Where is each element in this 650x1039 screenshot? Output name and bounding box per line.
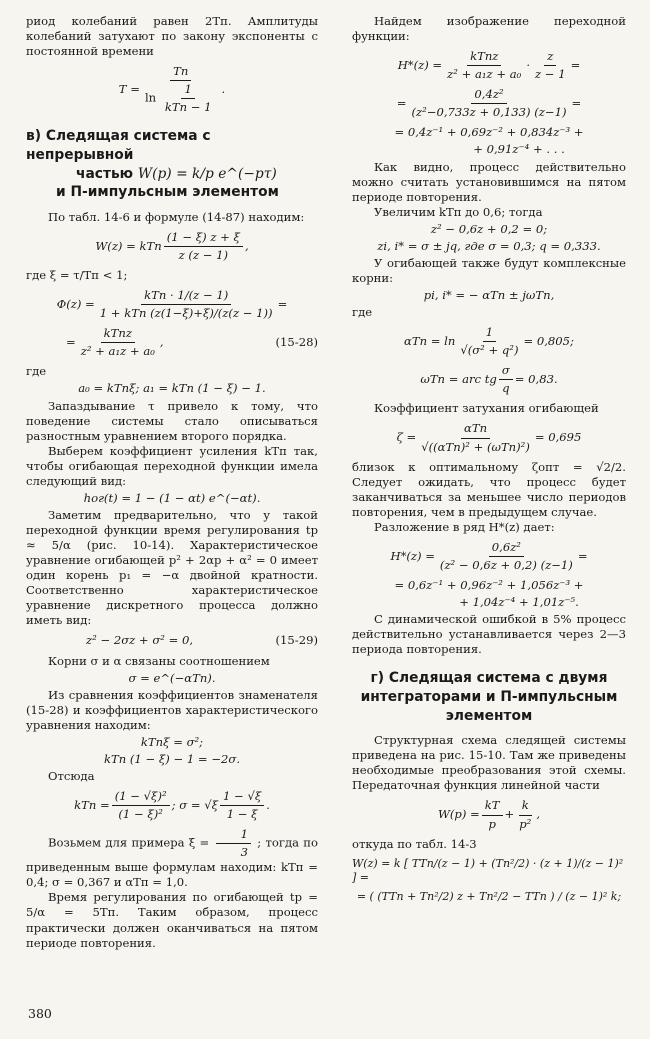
paragraph-roots: Корни σ и α связаны соотношением [48, 653, 270, 668]
equation-Wz1: W(z) = k [ TTп/(z − 1) + (Tп²/2) · (z + 1)/(z − 1)² ] = [352, 856, 624, 884]
paragraph-increase: Увеличим kTп до 0,6; тогда [374, 204, 543, 219]
paragraph-series: Разложение в ряд H*(z) дает: [374, 519, 555, 534]
paragraph-compare: Из сравнения коэффициентов знаменателя (15-28) и коэффициентов характеристического уравнения находим: [26, 687, 318, 732]
equation-Wz: W(z) = kTп $\frac{(1 - \xi) z + \xi}{z (z - 1)}$ , [95, 229, 249, 262]
equation-alpha: αTп = ln $\frac{1}{\text{√(σ² + q²)}}$ = 0,805; [404, 325, 574, 358]
right-column [352, 14, 626, 910]
equation-H4: + 0,91z⁻⁴ + . . . [473, 142, 565, 157]
paragraph-damp: Коэффициент затухания огибающей [374, 401, 599, 416]
paragraph-seen: Как видно, процесс действительно можно считать установившимся на пятом периоде повторения. [352, 159, 626, 204]
where-xi: где ξ = τ/Tп < 1; [26, 268, 128, 283]
equation-q2: zi, i* = σ ± jq, где σ = 0,3; q = 0,333. [377, 238, 601, 253]
where-label: где [26, 364, 47, 379]
paragraph-delay: Запаздывание τ привело к тому, что поведение системы стало описываться разностным уравнением второго порядка. [26, 398, 318, 443]
paragraph-find: Найдем изображение переходной функции: [352, 14, 626, 44]
paragraph-hence: Отсюда [48, 768, 95, 783]
equation-Phi-2: = $\frac{\text{kTпz}}{\text{z² + a₁z + a₀}}$ , (15-28) [66, 326, 318, 359]
paragraph-envelope: У огибающей также будут комплексные корни: [352, 255, 626, 285]
equation-S3: + 1,04z⁻⁴ + 1,01z⁻⁵. [459, 595, 579, 610]
equation-H2: = $\frac{\text{0,4z²}}{\text{(z²−0,733z + 0,133) (z−1)}}$ = [396, 87, 582, 120]
page-number: 380 [28, 1006, 52, 1021]
equation-Phi: Φ(z) = $\frac{\text{kTп · 1/(z − 1)}}{\text{1 + kTп (z(1−ξ)+ξ)/(z(z − 1))}}$ = [56, 288, 288, 321]
equation-Wp: W(p) = $\frac{kT}{p}$ + $\frac{k}{\text{p²}}$ , [437, 798, 541, 831]
equation-omega: ωTп = arc tg $\frac{\sigma}{q}$ = 0,83. [420, 363, 558, 396]
equation-S2: = 0,6z⁻¹ + 0,96z⁻² + 1,056z⁻³ + [394, 578, 584, 592]
equation-Wz2: = ( (TTп + Tп²/2) z + Tп²/2 − TTп ) / (z − 1)² k; [356, 890, 622, 904]
equation-q1: z² − 0,6z + 0,2 = 0; [430, 221, 548, 236]
section-heading-g: г) Следящая система с двумя интеграторами и П-импульсным элементом [360, 670, 618, 724]
paragraph-time: Время регулирования по огибающей tр = 5/α = 5Tп. Таким образом, процесс практически должен оканчиваться на пятом периоде повторения. [26, 890, 318, 950]
equation-H3: = 0,4z⁻¹ + 0,69z⁻² + 0,834z⁻³ + [394, 125, 584, 140]
equation-c2: kTп (1 − ξ) − 1 = −2σ. [103, 751, 241, 766]
equation-sigma: σ = e^(−αTп). [128, 670, 216, 685]
equation-number: (15-29) [275, 633, 318, 648]
paragraph-dyn: С динамической ошибкой в 5% процесс действительно устанавливается через 2—3 периода повторения. [352, 612, 626, 657]
paragraph-example: Возьмем для примера ξ = $\frac{1}{3}$ ; тогда по приведенным выше формулам находим: kTп = 0,4; σ = 0,367 и αTп = 1,0. [26, 827, 319, 890]
equation-a: a₀ = kTпξ; a₁ = kTп (1 − ξ) − 1. [78, 381, 266, 396]
equation-H1: H*(z) = $\frac{\text{kTпz}}{\text{z² + a₁z + a₀}}$ · $\frac{z}{z - 1}$ = [397, 49, 581, 82]
equation-S1: H*(z) = $\frac{\text{0,6z²}}{\text{(z² − 0,6z + 0,2) (z−1)}}$ = [390, 539, 588, 572]
paragraph-table: По табл. 14-6 и формуле (14-87) находим: [48, 209, 305, 224]
paragraph-from: откуда по табл. 14-3 [352, 836, 477, 851]
equation-hog: hог(t) = 1 − (1 − αt) e^(−αt). [83, 490, 261, 505]
where-label: где [352, 305, 373, 320]
section-heading-v: в) Следящая система с непрерывной частью W(p) = k/p e^(−pτ) и П-импульсным элементом [26, 128, 279, 201]
paragraph-choose: Выберем коэффициент усиления kTп так, чтобы огибающая переходной функции имела следующий вид: [26, 443, 318, 488]
left-column [26, 14, 318, 951]
paragraph-struct: Структурная схема следящей системы приведена на рис. 15-10. Там же приведены необходимые преобразования этой схемы. Передаточная функция линейной части [352, 733, 626, 793]
equation-kT: kTп = $\frac{\text{(1 − √ξ)²}}{\text{(1 − ξ)²}}$ ; σ = √ξ $\frac{1 - √\xi}{1 - \xi}$ . [74, 789, 270, 822]
paragraph-note: Заметим предварительно, что у такой переходной функции время регулирования tр ≈ 5/α (рис. 10-14). Характеристическое уравнение огибающей p² + 2αp + α² = 0 имеет один корень p₁ = −α двойной кратности. Соответственно характеристическое уравнение дискретного процесса должно иметь вид: [26, 507, 318, 628]
equation-char: z² − 2σz + σ² = 0, (15-29) [86, 633, 318, 648]
equation-p: pi, i* = − αTп ± jωTп, [423, 288, 555, 302]
paragraph-close: близок к оптимальному ζопт = √2/2. Следует ожидать, что процесс будет заканчиваться за меньшее число периодов повторения, чем в предыдущем случае. [352, 459, 626, 519]
equation-c1: kTпξ = σ²; [140, 734, 204, 749]
equation-zeta: ζ = $\frac{\text{αTп}}{\text{√((αTп)² + (ωTп)²)}}$ = 0,695 [396, 421, 582, 454]
paragraph-intro: риод колебаний равен 2Tп. Амплитуды колебаний затухают по закону экспоненты с постоянной времени [26, 14, 318, 59]
equation-number: (15-28) [275, 335, 318, 350]
equation-T: T = Tп ln $\frac{1}{\text{kTп − 1}}$ . [118, 64, 226, 115]
